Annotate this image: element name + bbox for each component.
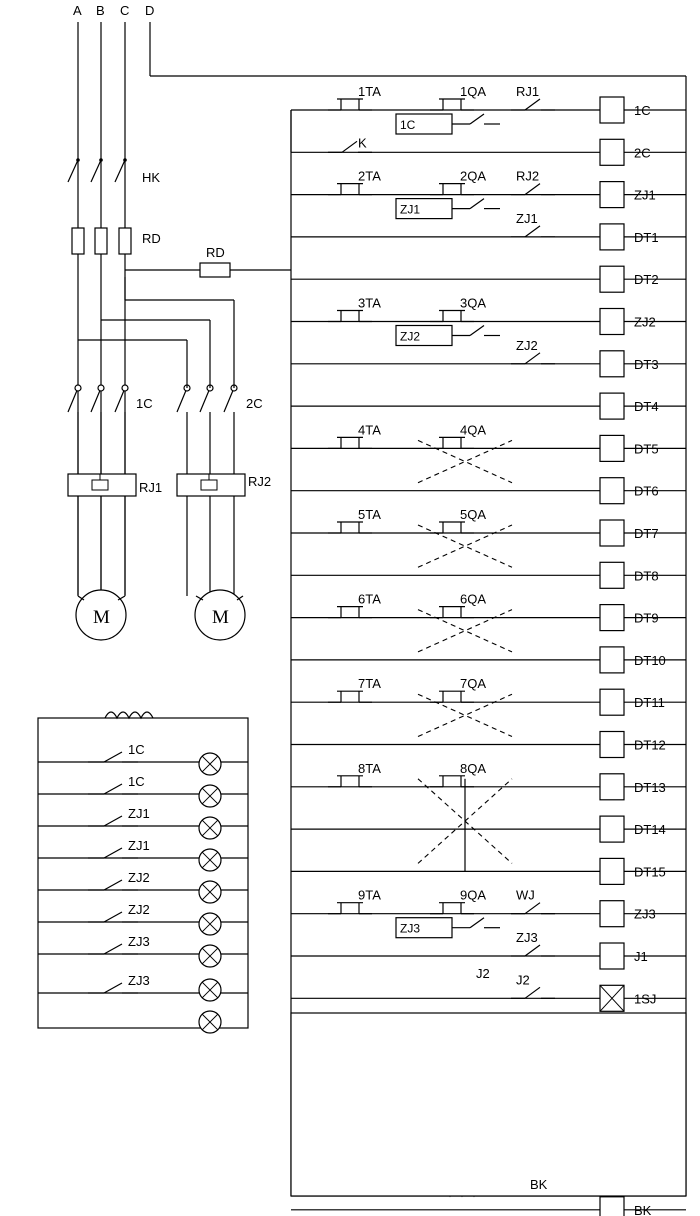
contact-label-J2-r21: J2: [516, 972, 530, 988]
coil-label-DT7: DT7: [634, 526, 659, 541]
label-phase-c: C: [120, 3, 130, 18]
button-label-4QA: 4QA: [460, 422, 487, 438]
contact-label-ZJ1-r3: ZJ1: [516, 210, 538, 226]
label-rj2: RJ2: [248, 474, 272, 489]
coil-label-DT3: DT3: [634, 356, 659, 372]
label-rd-control: RD: [206, 245, 225, 260]
button-label-9TA: 9TA: [358, 887, 381, 903]
button-label-1TA: 1TA: [358, 84, 381, 99]
button-label-3TA: 3TA: [358, 295, 381, 311]
label-motor-2: M: [212, 607, 229, 628]
lamp-contact-label-2: ZJ1: [128, 806, 150, 821]
coil-label-ZJ2: ZJ2: [634, 314, 656, 330]
contact-label-RJ1-r0: RJ1: [516, 84, 540, 99]
coil-label-BK: BK: [634, 1202, 652, 1216]
coil-label-DT4: DT4: [634, 399, 659, 415]
coil-label-1C: 1C: [634, 103, 651, 118]
button-label-1QA: 1QA: [460, 84, 487, 99]
lamp-contact-label-4: ZJ2: [128, 870, 150, 885]
contact-label-RJ2-r2: RJ2: [516, 168, 540, 184]
coil-label-ZJ1: ZJ1: [634, 187, 656, 203]
label-motor-1: M: [93, 607, 110, 628]
label-hk: HK: [142, 170, 161, 185]
transformer-label-bk: BK: [530, 1177, 548, 1192]
button-label-5QA: 5QA: [460, 507, 487, 522]
sealin-label-1C: 1C: [400, 118, 416, 132]
coil-label-DT2: DT2: [634, 272, 659, 288]
coil-label-DT1: DT1: [634, 229, 659, 245]
lamp-contact-label-0: 1C: [128, 742, 145, 757]
contact-label-K: K: [358, 135, 367, 151]
coil-label-DT13: DT13: [634, 779, 666, 795]
coil-label-J1: J1: [634, 949, 648, 964]
label-contact-1c: 1C: [136, 396, 153, 411]
label-j2-branch: J2: [476, 966, 490, 981]
lamp-contact-label-5: ZJ2: [128, 902, 150, 917]
sealin-label-ZJ3: ZJ3: [400, 921, 421, 936]
coil-label-DT6: DT6: [634, 483, 659, 499]
coil-label-DT8: DT8: [634, 568, 659, 584]
coil-label-DT11: DT11: [634, 695, 665, 711]
coil-label-1SJ: 1SJ: [634, 991, 657, 1007]
label-contact-2c: 2C: [246, 396, 263, 411]
contact-label-ZJ3-r20: ZJ3: [516, 930, 538, 945]
coil-label-DT5: DT5: [634, 441, 659, 457]
label-phase-d: D: [145, 3, 155, 18]
lamp-contact-label-3: ZJ1: [128, 838, 150, 853]
lamp-contact-label-7: ZJ3: [128, 973, 150, 988]
coil-label-DT15: DT15: [634, 864, 666, 880]
contact-label-ZJ2-r6: ZJ2: [516, 337, 538, 353]
label-rj1: RJ1: [139, 480, 163, 495]
coil-label-ZJ3: ZJ3: [634, 906, 656, 922]
lamp-contact-label-1: 1C: [128, 774, 145, 789]
coil-label-DT10: DT10: [634, 652, 666, 668]
label-rd-main: RD: [142, 231, 161, 246]
button-label-9QA: 9QA: [460, 887, 487, 903]
coil-label-2C: 2C: [634, 145, 651, 161]
label-phase-b: B: [96, 3, 105, 18]
coil-label-DT12: DT12: [634, 737, 666, 753]
sealin-label-ZJ1: ZJ1: [400, 202, 421, 217]
button-label-6QA: 6QA: [460, 591, 487, 607]
button-label-2QA: 2QA: [460, 168, 487, 184]
button-label-8TA: 8TA: [358, 760, 381, 776]
button-label-7TA: 7TA: [358, 676, 381, 692]
button-label-6TA: 6TA: [358, 591, 381, 607]
button-label-5TA: 5TA: [358, 507, 381, 522]
sealin-label-ZJ2: ZJ2: [400, 329, 421, 344]
lamp-contact-label-6: ZJ3: [128, 934, 150, 949]
button-label-3QA: 3QA: [460, 295, 487, 311]
button-label-8QA: 8QA: [460, 760, 487, 776]
coil-label-DT9: DT9: [634, 610, 659, 626]
coil-label-DT14: DT14: [634, 822, 666, 838]
button-label-4TA: 4TA: [358, 422, 381, 438]
button-label-7QA: 7QA: [460, 676, 487, 692]
label-phase-a: A: [73, 3, 82, 18]
button-label-2TA: 2TA: [358, 168, 381, 184]
contact-label-WJ-r19: WJ: [516, 887, 535, 903]
